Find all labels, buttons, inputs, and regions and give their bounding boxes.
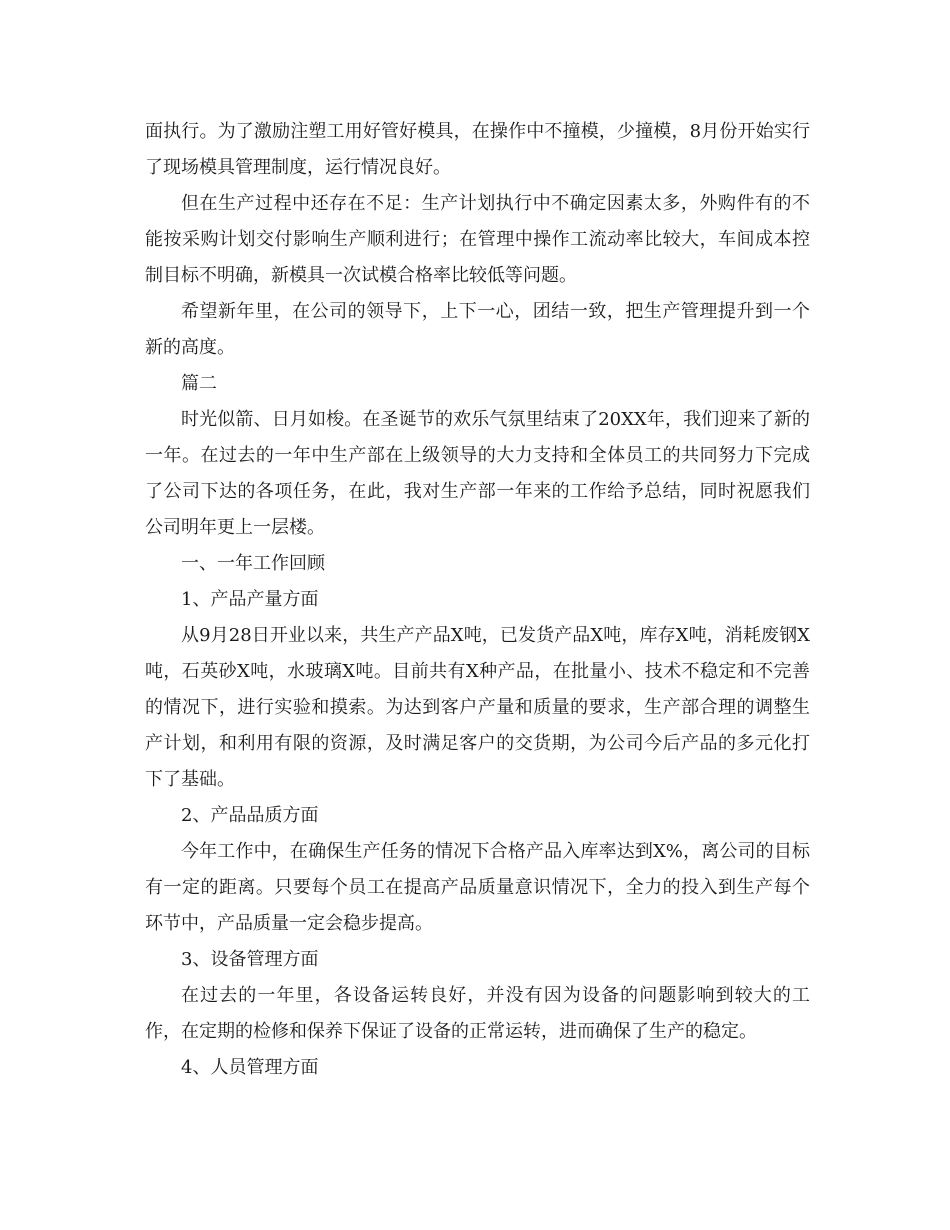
paragraph-shortcomings: 但在生产过程中还存在不足：生产计划执行中不确定因素太多，外购件有的不能按采购计划交付影响生产顺利进行；在管理中操作工流动率比较大，车间成本控制目标不明确，新模具一次试模合格率比较低等问题。 [145, 193, 810, 286]
paragraph-equipment-management: 在过去的一年里，各设备运转良好，并没有因为设备的问题影响到较大的工作，在定期的检修和保养下保证了设备的正常运转，进而确保了生产的稳定。 [145, 985, 810, 1042]
document-body [145, 114, 810, 1086]
section-heading-part-two: 篇二 [181, 373, 217, 394]
heading-equipment-management: 3、设备管理方面 [181, 949, 319, 970]
paragraph-product-output: 从9月28日开业以来，共生产产品X吨，已发货产品X吨，库存X吨，消耗废钢X吨，石英砂X吨，水玻璃X吨。目前共有X种产品，在批量小、技术不稳定和不完善的情况下，进行实验和摸索。为达到客户产量和质量的要求，生产部合理的调整生产计划，和利用有限的资源，及时满足客户的交货期，为公司今后产品的多元化打下了基础。 [145, 625, 810, 790]
paragraph-new-year-hope: 希望新年里，在公司的领导下，上下一心，团结一致，把生产管理提升到一个新的高度。 [145, 301, 810, 358]
paragraph-intro: 时光似箭、日月如梭。在圣诞节的欢乐气氛里结束了20XX年，我们迎来了新的一年。在过去的一年中生产部在上级领导的大力支持和全体员工的共同努力下完成了公司下达的各项任务，在此，我对生产部一年来的工作给予总结，同时祝愿我们公司明年更上一层楼。 [145, 409, 810, 538]
heading-year-review: 一、一年工作回顾 [181, 553, 325, 574]
heading-personnel-management: 4、人员管理方面 [181, 1057, 319, 1078]
heading-product-output: 1、产品产量方面 [181, 589, 319, 610]
paragraph-product-quality: 今年工作中，在确保生产任务的情况下合格产品入库率达到X%，离公司的目标有一定的距离。只要每个员工在提高产品质量意识情况下，全力的投入到生产每个环节中，产品质量一定会稳步提高。 [145, 841, 810, 934]
heading-product-quality: 2、产品品质方面 [181, 805, 319, 826]
paragraph-mold-management: 面执行。为了激励注塑工用好管好模具，在操作中不撞模，少撞模，8月份开始实行了现场模具管理制度，运行情况良好。 [145, 121, 810, 178]
